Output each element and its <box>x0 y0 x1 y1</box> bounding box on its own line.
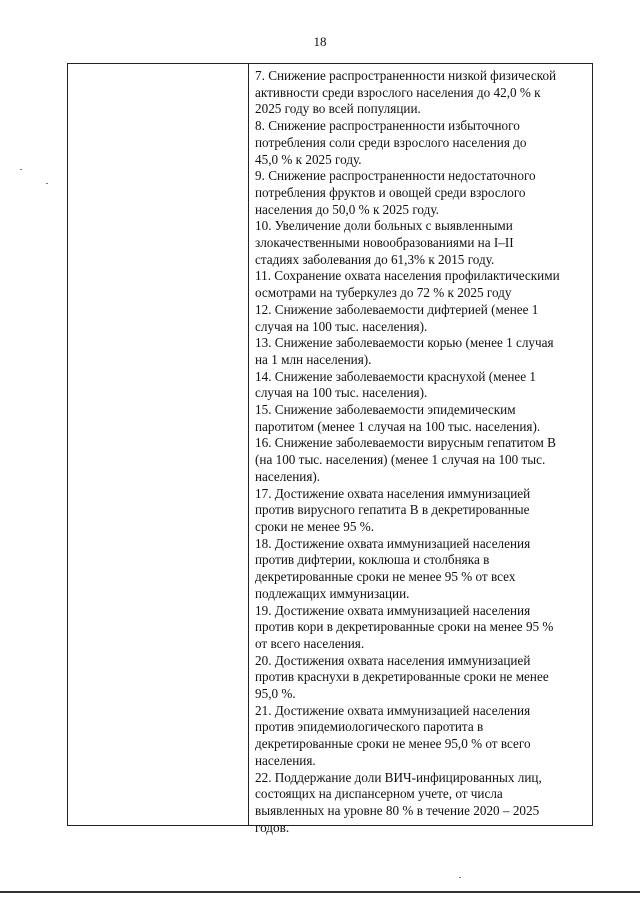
item-line: декретированные сроки не менее 95 % от всех <box>255 569 516 585</box>
list-item <box>255 168 588 218</box>
item-line: 18. Достижение охвата иммунизацией населения <box>255 535 531 551</box>
item-line: от всего населения. <box>255 635 365 651</box>
item-line: потребления фруктов и овощей среди взрослого <box>255 184 526 200</box>
item-line: (на 100 тыс. населения) (менее 1 случая на 100 тыс. <box>255 452 546 468</box>
list-item <box>255 653 588 703</box>
item-line: 11. Сохранение охвата населения профилактическими <box>255 268 560 284</box>
item-line: 14. Снижение заболеваемости краснухой (менее 1 <box>255 368 537 384</box>
item-line: 9. Снижение распространенности недостаточного <box>255 168 536 184</box>
item-line: населения. <box>255 752 316 768</box>
item-line: населения до 50,0 % к 2025 году. <box>255 201 439 217</box>
item-line: паротитом (менее 1 случая на 100 тыс. населения). <box>255 418 541 434</box>
item-line: активности среди взрослого населения до 42,0 % к <box>255 84 541 100</box>
list-item <box>255 603 588 653</box>
table-left-cell <box>68 64 249 825</box>
item-line: против краснухи в декретированные сроки не менее <box>255 669 549 685</box>
item-line: подлежащих иммунизации. <box>255 585 410 601</box>
list-item <box>255 770 588 837</box>
item-line: против вирусного гепатита В в декретированные <box>255 502 530 518</box>
item-line: годов. <box>255 819 290 835</box>
item-line: 16. Снижение заболеваемости вирусным гепатитом В <box>255 435 556 451</box>
footer-rule <box>0 891 640 893</box>
item-line: 95,0 %. <box>255 686 296 702</box>
indicator-table <box>67 63 593 835</box>
list-item <box>255 302 588 335</box>
item-line: декретированные сроки не менее 95,0 % от всего <box>255 736 531 752</box>
list-item <box>255 703 588 770</box>
list-item <box>255 536 588 603</box>
list-item <box>255 435 588 485</box>
item-line: 13. Снижение заболеваемости корью (менее 1 случая <box>255 335 554 351</box>
scan-speck <box>459 877 461 878</box>
item-line: осмотрами на туберкулез до 72 % к 2025 году <box>255 285 512 301</box>
list-item <box>255 118 588 168</box>
item-line: выявленных на уровне 80 % в течение 2020 – 2025 <box>255 802 540 818</box>
item-line: 19. Достижение охвата иммунизацией населения <box>255 602 531 618</box>
item-line: 7. Снижение распространенности низкой физической <box>255 68 557 83</box>
table-right-cell <box>249 64 592 835</box>
list-item <box>255 402 588 435</box>
item-line: состоящих на диспансерном учете, от числа <box>255 786 503 802</box>
item-line: потребления соли среди взрослого населения до <box>255 134 527 150</box>
item-line: злокачественными новообразованиями на I–II <box>255 235 514 251</box>
scan-speck <box>20 169 22 170</box>
item-line: случая на 100 тыс. населения). <box>255 385 428 401</box>
item-line: 45,0 % к 2025 году. <box>255 151 362 167</box>
page-number: 18 <box>313 34 327 49</box>
list-item <box>255 218 588 268</box>
item-line: случая на 100 тыс. населения). <box>255 318 428 334</box>
list-item <box>255 369 588 402</box>
item-line: стадиях заболевания до 61,3% к 2015 году. <box>255 251 495 267</box>
item-line: 12. Снижение заболеваемости дифтерией (менее 1 <box>255 301 539 317</box>
list-item <box>255 68 588 118</box>
item-line: 8. Снижение распространенности избыточного <box>255 118 520 134</box>
item-line: 21. Достижение охвата иммунизацией населения <box>255 702 531 718</box>
item-line: 22. Поддержание доли ВИЧ-инфицированных лиц, <box>255 769 542 785</box>
item-line: против кори в декретированные сроки на менее 95 % <box>255 619 554 635</box>
item-line: 17. Достижение охвата населения иммунизацией <box>255 485 531 501</box>
item-line: на 1 млн населения). <box>255 351 372 367</box>
list-item <box>255 335 588 368</box>
list-item <box>255 268 588 301</box>
item-line: сроки не менее 95 %. <box>255 518 375 534</box>
item-line: населения). <box>255 468 321 484</box>
list-item <box>255 486 588 536</box>
scan-speck <box>46 183 48 184</box>
item-line: против дифтерии, коклюша и столбняка в <box>255 552 490 568</box>
item-line: 20. Достижения охвата населения иммунизацией <box>255 652 531 668</box>
item-line: против эпидемиологического паротита в <box>255 719 484 735</box>
item-line: 15. Снижение заболеваемости эпидемическим <box>255 402 516 418</box>
item-line: 10. Увеличение доли больных с выявленными <box>255 218 513 234</box>
item-line: 2025 году во всей популяции. <box>255 101 421 117</box>
